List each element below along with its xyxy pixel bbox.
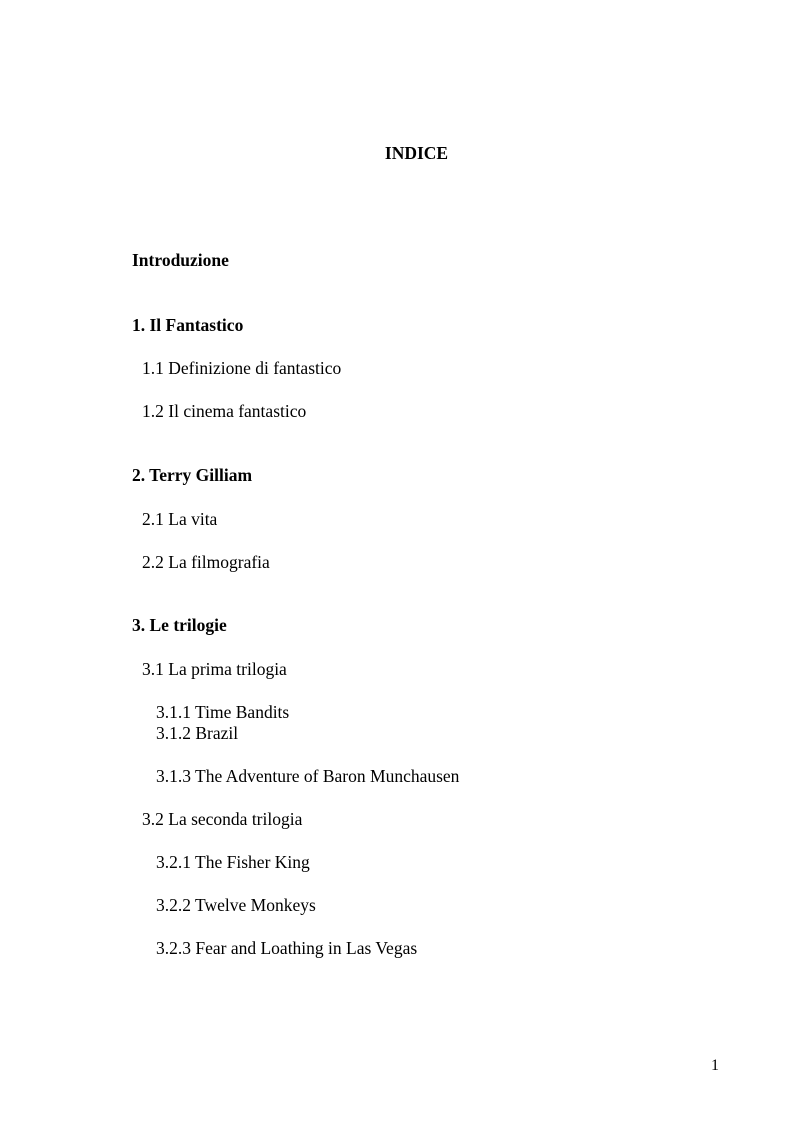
- toc-chapter-3: 3. Le trilogie: [132, 615, 227, 635]
- toc-entry-1-1: 1.1 Definizione di fantastico: [142, 358, 342, 378]
- toc-entry-3-1-2: 3.1.2 Brazil: [156, 723, 239, 743]
- toc-chapter-2: 2. Terry Gilliam: [132, 465, 253, 485]
- toc-entry-3-2-1: 3.2.1 The Fisher King: [156, 852, 310, 872]
- toc-entry-3-1-3: 3.1.3 The Adventure of Baron Munchausen: [156, 766, 460, 786]
- toc-entry-3-2: 3.2 La seconda trilogia: [142, 809, 303, 829]
- toc-entry-3-2-2: 3.2.2 Twelve Monkeys: [156, 895, 316, 915]
- toc-introduction: Introduzione: [132, 250, 229, 270]
- toc-entry-1-2: 1.2 Il cinema fantastico: [142, 401, 307, 421]
- page-number: 1: [711, 1057, 719, 1074]
- toc-entry-3-1: 3.1 La prima trilogia: [142, 659, 287, 679]
- toc-entry-3-1-1: 3.1.1 Time Bandits: [156, 702, 290, 722]
- toc-entry-2-2: 2.2 La filmografia: [142, 552, 270, 572]
- page-title: INDICE: [384, 143, 449, 163]
- toc-entry-3-2-3: 3.2.3 Fear and Loathing in Las Vegas: [156, 938, 418, 958]
- toc-entry-2-1: 2.1 La vita: [142, 509, 218, 529]
- toc-chapter-1: 1. Il Fantastico: [132, 315, 244, 335]
